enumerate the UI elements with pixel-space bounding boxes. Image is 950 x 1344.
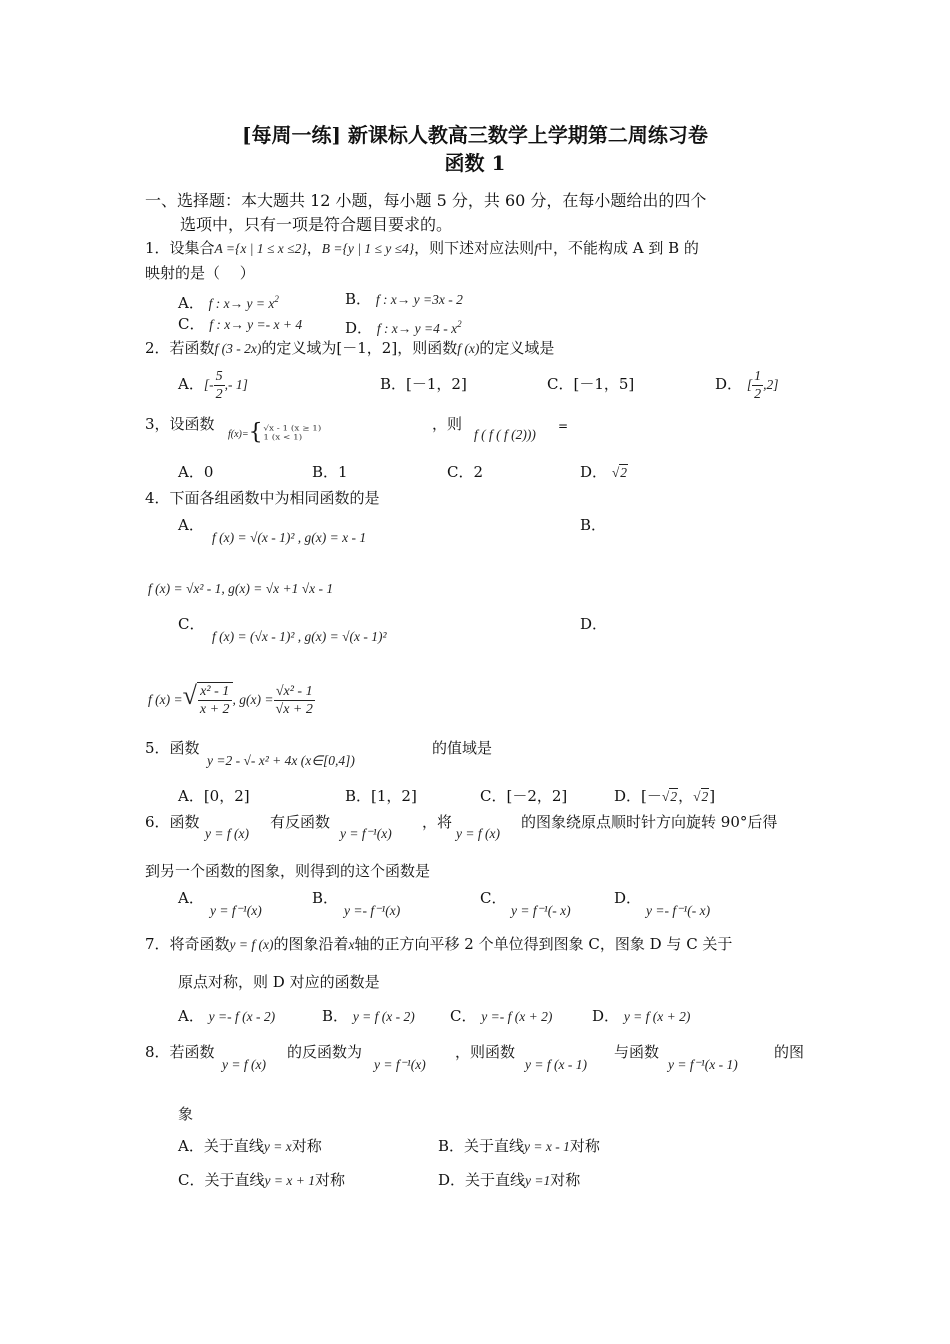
fraction xyxy=(197,682,233,718)
option-label: B． xyxy=(345,290,372,308)
option-label: C． xyxy=(178,315,205,333)
q3-expr xyxy=(474,424,536,445)
option-expr: 2 xyxy=(670,789,678,804)
option-sep: ， xyxy=(678,787,694,805)
q8-func-2 xyxy=(374,1054,426,1075)
q7-x: x xyxy=(348,937,355,952)
q6-text: 有反函数 xyxy=(270,813,331,831)
q8-expr: y = f (x) xyxy=(222,1057,266,1072)
q2-text: 的定义域是 xyxy=(479,339,555,357)
q1-set-b: B ={y | 1 ≤ y ≤4} xyxy=(321,241,415,256)
q7-text: 7．将奇函数 xyxy=(145,935,230,953)
q4-option-b-label: B． xyxy=(580,516,607,534)
question-2-stem xyxy=(145,338,554,359)
q3-then: ，则 xyxy=(432,415,463,433)
q8-expr: y = f⁻¹(x - 1) xyxy=(668,1057,738,1072)
option-expr: y = x + 1 xyxy=(264,1173,315,1188)
q1-text: 1．设集合 xyxy=(145,239,215,257)
q6-option-b-label: B． xyxy=(312,889,339,907)
q2-option-a xyxy=(178,362,248,407)
section-heading: 一、选择题：本大题共 12 小题，每小题 5 分，共 60 分，在每小题给出的四个 xyxy=(145,191,707,210)
q6-expr: y = f (x) xyxy=(456,826,500,841)
option-expr: y =- f⁻¹(- x) xyxy=(646,903,711,918)
q3-option-a: A．0 xyxy=(178,463,214,481)
option-expr: [ xyxy=(746,377,753,392)
option-expr: y =- f⁻¹(x) xyxy=(344,903,401,918)
option-expr: , g(x) = xyxy=(232,692,274,707)
q6-func-2 xyxy=(340,823,392,844)
q8-option-d xyxy=(438,1170,580,1191)
q6-option-a-label: A． xyxy=(178,889,204,907)
option-text: 对称 xyxy=(569,1137,600,1155)
superscript: 2 xyxy=(274,294,279,304)
numerator: x² - 1 xyxy=(198,683,232,701)
q1-text: ，则下述对应法则 xyxy=(414,239,535,257)
option-label: A． xyxy=(178,294,204,312)
option-expr: f (x) = √(x - 1)² , g(x) = x - 1 xyxy=(212,530,367,545)
q1-text: 中，不能构成 A 到 B 的 xyxy=(537,239,699,257)
option-expr: 2 xyxy=(620,465,627,480)
question-5-stem: 5．函数 xyxy=(145,739,200,757)
option-text: 对称 xyxy=(291,1137,322,1155)
question-3-stem: 3，设函数 xyxy=(145,415,215,433)
denominator: 2 xyxy=(754,386,762,402)
q8-func-4 xyxy=(668,1054,738,1075)
q7-option-a xyxy=(178,1006,275,1027)
section-heading-cont: 选项中，只有一项是符合题目要求的。 xyxy=(180,215,453,234)
q4-option-c xyxy=(212,626,387,647)
option-expr: ,2] xyxy=(763,377,779,392)
q3-tail: = xyxy=(558,419,569,433)
q5-expr: y =2 - √- x² + 4x (x∈[0,4]) xyxy=(207,753,355,768)
brace-icon: { xyxy=(248,420,263,445)
denominator: 2 xyxy=(215,386,223,402)
q8-option-b xyxy=(438,1136,600,1157)
option-expr: f : x→ y =3x - 2 xyxy=(375,292,463,307)
option-expr: 2 xyxy=(701,789,709,804)
q3-option-b: B．1 xyxy=(312,463,348,481)
q3-fx: f(x) xyxy=(228,429,242,440)
q2-option-b: B．[－1，2] xyxy=(380,375,467,393)
page-subtitle: 函数 1 xyxy=(444,151,506,175)
q2-func: f (x) xyxy=(457,341,480,356)
q5-option-b: B．[1，2] xyxy=(345,787,417,805)
q6-text: ，将 xyxy=(422,813,453,831)
q4-option-d xyxy=(148,672,315,724)
fraction xyxy=(274,683,315,718)
option-expr: y =- f (x - 2) xyxy=(208,1009,276,1024)
question-1-stem-cont: 映射的是（ ） xyxy=(145,264,255,282)
question-1-stem xyxy=(145,238,699,259)
question-7-stem-cont: 原点对称，则 D 对应的函数是 xyxy=(178,973,380,991)
q8-option-c xyxy=(178,1170,345,1191)
numerator: 5 xyxy=(215,368,223,384)
option-expr: ,- 1] xyxy=(224,377,248,392)
q4-option-a-label: A． xyxy=(178,516,204,534)
option-label: B． xyxy=(322,1007,349,1025)
option-expr: [- xyxy=(203,377,214,392)
option-expr: y = f⁻¹(x) xyxy=(210,903,262,918)
q4-option-b xyxy=(148,578,333,599)
question-6-stem-cont: 到另一个函数的图象，则得到的这个函数是 xyxy=(145,862,431,880)
option-expr: f : x→ y = x xyxy=(208,296,275,311)
question-8-stem-cont: 象 xyxy=(178,1105,194,1123)
option-expr: f (x) = xyxy=(148,692,183,707)
option-text: B．关于直线 xyxy=(438,1137,525,1155)
q8-func-1 xyxy=(222,1054,266,1075)
q3-cases xyxy=(263,424,321,442)
numerator: 1 xyxy=(754,368,762,384)
q8-option-a xyxy=(178,1136,322,1157)
option-expr: f (x) = √x² - 1, g(x) = √x +1 √x - 1 xyxy=(148,581,334,596)
superscript: 2 xyxy=(457,319,462,329)
q7-text: 的图象沿着 xyxy=(273,935,349,953)
question-4-stem: 4．下面各组函数中为相同函数的是 xyxy=(145,489,380,507)
sqrt-icon xyxy=(693,789,700,804)
option-expr: y = x xyxy=(263,1139,292,1154)
option-label: D． xyxy=(592,1007,620,1025)
q2-text: 的定义域为[－1，2]，则函数 xyxy=(261,339,458,357)
q3-piecewise xyxy=(228,418,321,449)
option-expr: y =- f (x + 2) xyxy=(481,1009,553,1024)
q7-func: y = f (x) xyxy=(229,937,274,952)
option-label: A． xyxy=(178,1007,204,1025)
q8-expr: y = f (x - 1) xyxy=(525,1057,587,1072)
option-expr: y = x - 1 xyxy=(524,1139,570,1154)
q8-text: 的图 xyxy=(774,1043,805,1061)
option-expr: y = f (x - 2) xyxy=(352,1009,415,1024)
option-label: D． xyxy=(345,319,373,337)
q2-text: 2．若函数 xyxy=(145,339,215,357)
option-label: D．[－ xyxy=(614,787,662,805)
q7-option-d xyxy=(592,1006,690,1027)
option-label: D． xyxy=(580,463,608,481)
q8-text: ，则函数 xyxy=(455,1043,516,1061)
q5-option-c: C．[－2，2] xyxy=(480,787,568,805)
q8-expr: y = f⁻¹(x) xyxy=(374,1057,426,1072)
q2-option-c: C．[－1，5] xyxy=(547,375,635,393)
q5-option-a: A．[0，2] xyxy=(178,787,250,805)
q7-option-b xyxy=(322,1006,415,1027)
q3-option-d xyxy=(580,462,628,483)
q1-sep: ， xyxy=(306,239,322,257)
option-expr: f : x→ y =- x + 4 xyxy=(209,317,303,332)
q6-option-a xyxy=(210,900,262,921)
case: 1 (x < 1) xyxy=(263,433,302,442)
option-label: D． xyxy=(715,375,743,393)
q8-text: 的反函数为 xyxy=(287,1043,363,1061)
option-text: A．关于直线 xyxy=(178,1137,264,1155)
q2-option-d xyxy=(715,362,778,407)
option-sep: ] xyxy=(709,787,716,805)
q6-expr: y = f⁻¹(x) xyxy=(340,826,392,841)
q1-option-a xyxy=(178,289,279,314)
q6-func-1 xyxy=(205,823,249,844)
q1-option-c xyxy=(178,314,302,335)
option-text: 对称 xyxy=(550,1171,581,1189)
q4-option-d-label: D． xyxy=(580,615,608,633)
q3-func: f ( f ( f (2))) xyxy=(474,427,536,442)
question-6-stem: 6．函数 xyxy=(145,813,200,831)
q6-text: 的图象绕原点顺时针方向旋转 90°后得 xyxy=(521,813,778,831)
q1-option-b xyxy=(345,289,463,310)
q6-func-3 xyxy=(456,823,500,844)
q6-option-c xyxy=(511,900,571,921)
q5-func xyxy=(207,750,355,771)
q6-option-b xyxy=(344,900,400,921)
denominator: √x + 2 xyxy=(275,701,313,717)
sqrt-icon xyxy=(183,681,197,710)
q1-set-a: A ={x | 1 ≤ x ≤2} xyxy=(214,241,307,256)
q1-option-d xyxy=(345,314,462,339)
q8-text: 与函数 xyxy=(614,1043,660,1061)
q6-option-d xyxy=(646,900,710,921)
fraction xyxy=(214,368,225,403)
option-expr: f : x→ y =4 - x xyxy=(376,321,458,336)
option-label: C． xyxy=(450,1007,477,1025)
option-expr: y = f (x + 2) xyxy=(623,1009,691,1024)
option-text: D．关于直线 xyxy=(438,1171,526,1189)
q4-option-c-label: C． xyxy=(178,615,205,633)
option-text: C．关于直线 xyxy=(178,1171,265,1189)
fraction xyxy=(752,368,763,403)
q4-option-a xyxy=(212,527,366,548)
q5-option-d xyxy=(614,786,715,807)
q2-func: f (3 - 2x) xyxy=(214,341,262,356)
case: √x - 1 (x ≥ 1) xyxy=(263,424,321,433)
option-expr: y = f⁻¹(- x) xyxy=(511,903,571,918)
q6-option-c-label: C． xyxy=(480,889,507,907)
question-7-stem xyxy=(145,934,732,955)
q3-option-c: C．2 xyxy=(447,463,484,481)
q5-tail: 的值域是 xyxy=(432,739,493,757)
option-text: 对称 xyxy=(314,1171,345,1189)
q3-eq: = xyxy=(241,429,249,440)
denominator: x + 2 xyxy=(199,702,230,717)
q7-option-c xyxy=(450,1006,552,1027)
q7-text: 轴的正方向平移 2 个单位得到图象 C，图象 D 与 C 关于 xyxy=(354,935,733,953)
q6-option-d-label: D． xyxy=(614,889,642,907)
q6-expr: y = f (x) xyxy=(205,826,249,841)
option-label: A． xyxy=(178,375,204,393)
option-expr: y =1 xyxy=(525,1173,551,1188)
q8-func-3 xyxy=(525,1054,587,1075)
numerator: √x² - 1 xyxy=(274,683,315,701)
q1-f: f xyxy=(534,241,538,256)
question-8-stem: 8．若函数 xyxy=(145,1043,215,1061)
page-title: [每周一练] 新课标人教高三数学上学期第二周练习卷 xyxy=(242,123,708,147)
option-expr: f (x) = (√x - 1)² , g(x) = √(x - 1)² xyxy=(212,629,387,644)
